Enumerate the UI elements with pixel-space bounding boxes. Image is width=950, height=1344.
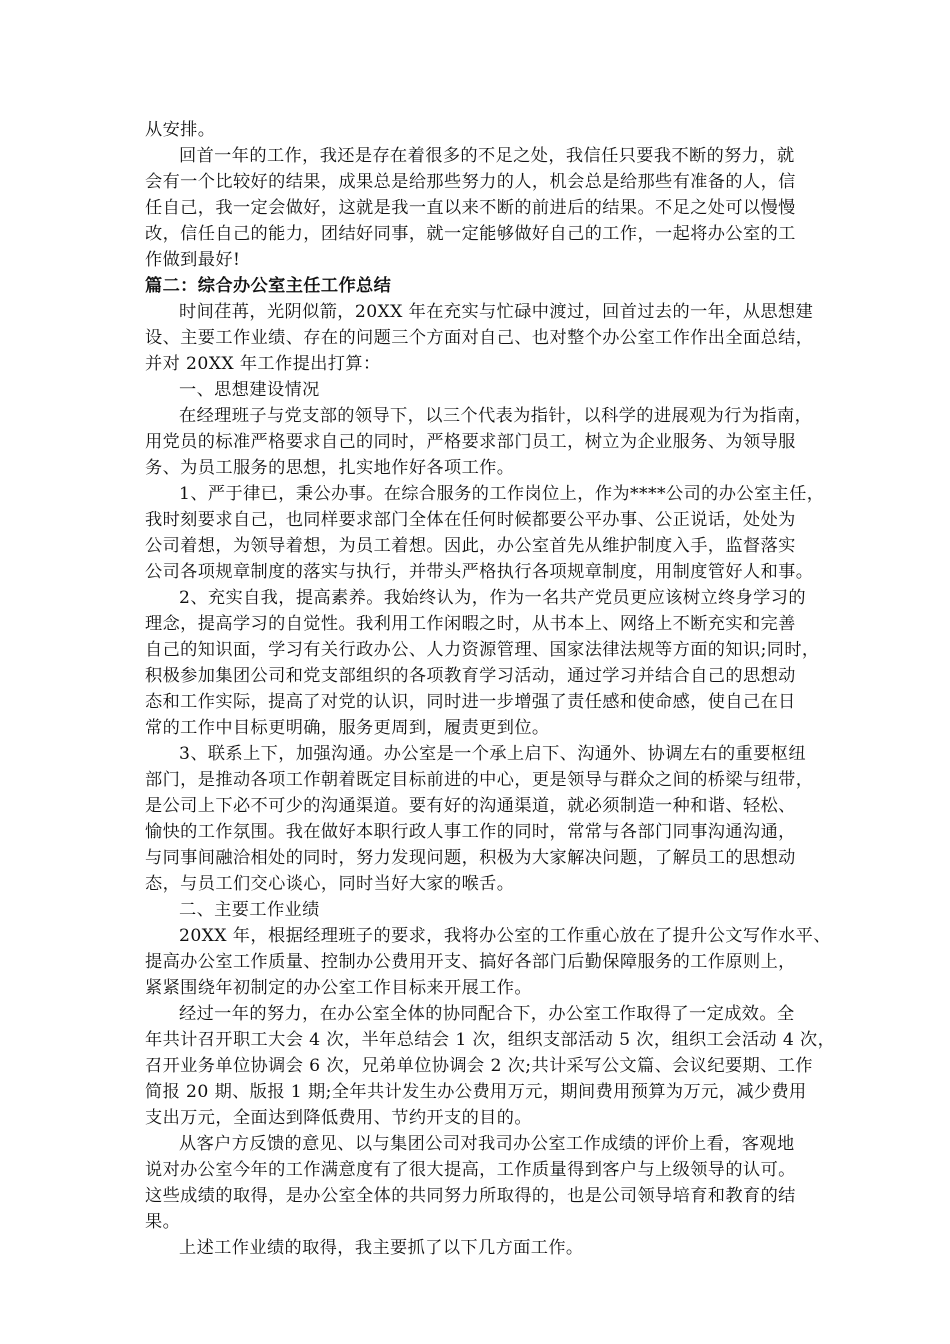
text-line: 在经理班子与党支部的领导下，以三个代表为指针，以科学的进展观为行为指南，	[179, 406, 813, 426]
text-line: 上述工作业绩的取得，我主要抓了以下几方面工作。	[179, 1238, 584, 1258]
subsection-title: 一、思想建设情况	[179, 380, 320, 400]
text-line: 1、严于律已，秉公办事。在综合服务的工作岗位上，作为****公司的办公室主任，	[179, 484, 825, 504]
text-line: 理念，提高学习的自觉性。我利用工作闲暇之时，从书本上、网络上不断充实和完善	[145, 614, 796, 634]
text-line: 积极参加集团公司和党支部组织的各项教育学习活动，通过学习并结合自己的思想动	[145, 666, 796, 686]
text-line: 是公司上下必不可少的沟通渠道。要有好的沟通渠道，就必须制造一种和谐、轻松、	[145, 796, 796, 816]
text-line: 改，信任自己的能力，团结好同事，就一定能够做好自己的工作，一起将办公室的工	[145, 224, 796, 244]
text-line: 20XX 年，根据经理班子的要求，我将办公室的工作重心放在了提升公文写作水平、	[179, 926, 831, 946]
text-line: 紧紧围绕年初制定的办公室工作目标来开展工作。	[145, 978, 532, 998]
text-line: 回首一年的工作，我还是存在着很多的不足之处，我信任只要我不断的努力，就	[179, 146, 795, 166]
text-line: 从客户方反馈的意见、以与集团公司对我司办公室工作成绩的评价上看，客观地	[179, 1134, 795, 1154]
text-line: 务、为员工服务的思想，扎实地作好各项工作。	[145, 458, 515, 478]
text-line: 3、联系上下，加强沟通。办公室是一个承上启下、沟通外、协调左右的重要枢纽	[179, 744, 806, 764]
text-line: 年共计召开职工大会 4 次，半年总结会 1 次，组织支部活动 5 次，组织工会活动 4 次，	[145, 1030, 836, 1050]
text-line: 作做到最好!	[145, 250, 241, 270]
text-line: 2、充实自我，提高素养。我始终认为，作为一名共产党员更应该树立终身学习的	[179, 588, 806, 608]
subsection-title: 二、主要工作业绩	[179, 900, 320, 920]
text-line: 支出万元，全面达到降低费用、节约开支的目的。	[145, 1108, 532, 1128]
section-heading: 篇二：综合办公室主任工作总结	[145, 276, 392, 296]
text-line: 态和工作实际，提高了对党的认识，同时进一步增强了责任感和使命感，使自己在日	[145, 692, 796, 712]
text-line: 用党员的标准严格要求自己的同时，严格要求部门员工，树立为企业服务、为领导服	[145, 432, 796, 452]
text-line: 我时刻要求自己，也同样要求部门全体在任何时候都要公平办事、公正说话，处处为	[145, 510, 796, 530]
text-line: 公司着想，为领导着想，为员工着想。因此，办公室首先从维护制度入手，监督落实	[145, 536, 796, 556]
text-line: 经过一年的努力，在办公室全体的协同配合下，办公室工作取得了一定成效。全	[179, 1004, 795, 1024]
text-line: 设、主要工作业绩、存在的问题三个方面对自己、也对整个办公室工作作出全面总结，	[145, 328, 814, 348]
document-body	[145, 117, 836, 1261]
text-line: 这些成绩的取得，是办公室全体的共同努力所取得的，也是公司领导培育和教育的结	[145, 1186, 796, 1206]
text-line: 任自己，我一定会做好，这就是我一直以来不断的前进后的结果。不足之处可以慢慢	[145, 198, 796, 218]
text-line: 说对办公室今年的工作满意度有了很大提高，工作质量得到客户与上级领导的认可。	[145, 1160, 796, 1180]
text-line: 公司各项规章制度的落实与执行，并带头严格执行各项规章制度，用制度管好人和事。	[145, 562, 814, 582]
text-line: 提高办公室工作质量、控制办公费用开支、搞好各部门后勤保障服务的工作原则上，	[145, 952, 796, 972]
text-line: 并对 20XX 年工作提出打算：	[145, 354, 381, 374]
text-line: 会有一个比较好的结果，成果总是给那些努力的人，机会总是给那些有准备的人，信	[145, 172, 796, 192]
text-line: 与同事间融洽相处的同时，努力发现问题，积极为大家解决问题，了解员工的思想动	[145, 848, 796, 868]
text-line: 简报 20 期、版报 1 期;全年共计发生办公费用万元，期间费用预算为万元，减少费用	[145, 1082, 807, 1102]
text-line: 态，与员工们交心谈心，同时当好大家的喉舌。	[145, 874, 515, 894]
text-line: 自己的知识面，学习有关行政办公、人力资源管理、国家法律法规等方面的知识;同时，	[145, 640, 820, 660]
text-line: 常的工作中目标更明确，服务更周到，履责更到位。	[145, 718, 550, 738]
text-line: 召开业务单位协调会 6 次，兄弟单位协调会 2 次;共计采写公文篇、会议纪要期、工作	[145, 1056, 813, 1076]
text-line: 愉快的工作氛围。我在做好本职行政人事工作的同时，常常与各部门同事沟通沟通，	[145, 822, 796, 842]
text-line: 从安排。	[145, 120, 216, 140]
text-line: 时间荏苒，光阴似箭，20XX 年在充实与忙碌中渡过，回首过去的一年，从思想建	[179, 302, 814, 322]
text-line: 部门，是推动各项工作朝着既定目标前进的中心，更是领导与群众之间的桥梁与纽带，	[145, 770, 814, 790]
text-line: 果。	[145, 1212, 181, 1232]
